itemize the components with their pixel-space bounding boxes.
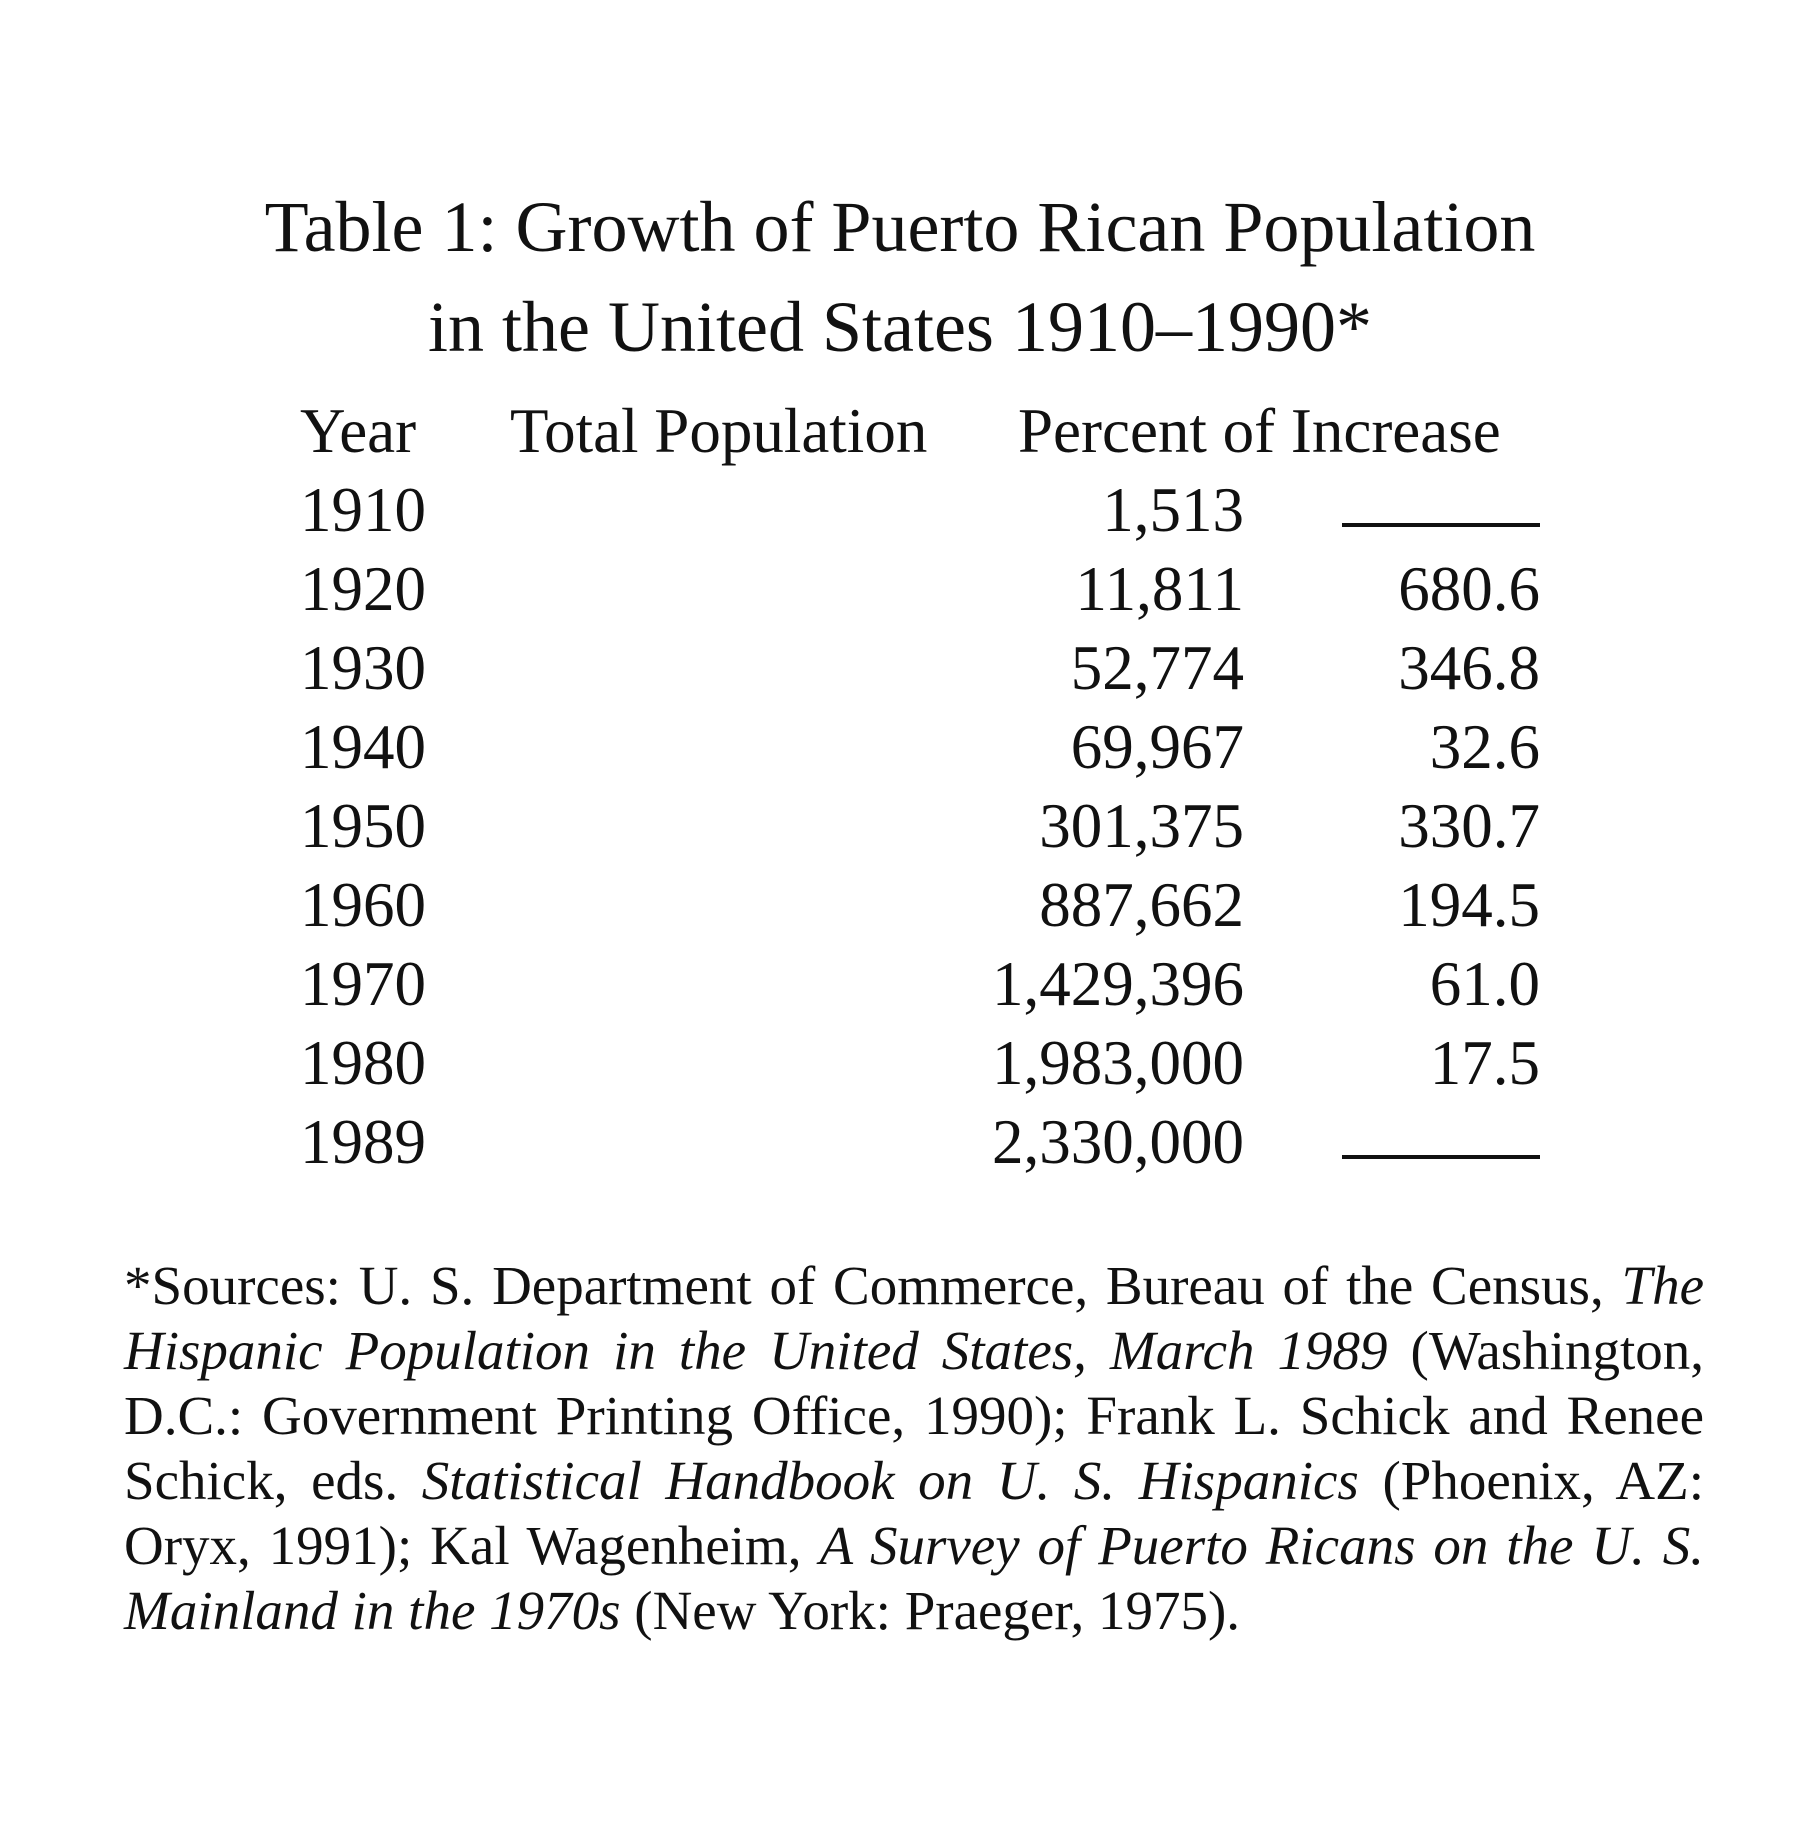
cell-percent-increase: 194.5 — [1398, 870, 1540, 940]
table-row — [300, 1103, 1540, 1182]
cell-percent-increase: 61.0 — [1429, 949, 1540, 1019]
cell-total-population: 301,375 — [1039, 791, 1244, 861]
cell-year: 1970 — [300, 949, 426, 1019]
cell-year: 1910 — [300, 475, 426, 545]
column-header-year: Year — [300, 396, 417, 466]
table-row — [300, 471, 1540, 550]
sources-footnote — [124, 1253, 1704, 1643]
cell-total-population: 69,967 — [1070, 712, 1244, 782]
cell-year: 1989 — [300, 1107, 426, 1177]
cell-percent-increase: 330.7 — [1398, 791, 1540, 861]
sources-text-3: (Washington, D.C.: Government Printing Office, 1990); Frank L. Schick and Renee Schick, eds. — [124, 1320, 1704, 1511]
cell-year: 1980 — [300, 1028, 426, 1098]
cell-total-population: 1,513 — [1102, 475, 1244, 545]
sources-text-1: *Sources: U. S. Department of Commerce, Bureau of the Census, — [124, 1255, 1622, 1316]
cell-total-population: 887,662 — [1039, 870, 1244, 940]
table-row — [300, 550, 1540, 629]
sources-text-7: (New York: Praeger, 1975). — [620, 1580, 1241, 1641]
cell-year: 1950 — [300, 791, 426, 861]
table-row — [300, 1024, 1540, 1103]
cell-total-population: 52,774 — [1070, 633, 1244, 703]
cell-total-population: 11,811 — [1075, 554, 1244, 624]
table-row — [300, 629, 1540, 708]
cell-percent-increase-blank-dash — [1342, 1155, 1540, 1159]
cell-total-population: 1,983,000 — [992, 1028, 1244, 1098]
cell-year: 1930 — [300, 633, 426, 703]
cell-percent-increase-blank-dash — [1342, 523, 1540, 527]
population-table — [300, 392, 1540, 1182]
table-header-row — [300, 392, 1540, 471]
cell-year: 1940 — [300, 712, 426, 782]
sources-title-hispanic-population: The Hispanic Population in the United States, March 1989 — [124, 1255, 1704, 1381]
cell-percent-increase: 680.6 — [1398, 554, 1540, 624]
cell-total-population: 1,429,396 — [992, 949, 1244, 1019]
cell-year: 1920 — [300, 554, 426, 624]
table-title-line-1: Table 1: Growth of Puerto Rican Population — [264, 187, 1536, 267]
cell-year: 1960 — [300, 870, 426, 940]
cell-percent-increase: 346.8 — [1398, 633, 1540, 703]
cell-percent-increase: 17.5 — [1429, 1028, 1540, 1098]
cell-total-population: 2,330,000 — [992, 1107, 1244, 1177]
table-row — [300, 787, 1540, 866]
column-header-percent-increase: Percent of Increase — [1018, 396, 1501, 466]
table-title-line-2: in the United States 1910–1990* — [428, 287, 1372, 367]
sources-title-statistical-handbook: Statistical Handbook on U. S. Hispanics — [421, 1450, 1359, 1511]
sources-title-survey-puerto-ricans: A Survey of Puerto Ricans on the U. S. Mainland in the 1970s — [124, 1515, 1704, 1641]
table-row — [300, 866, 1540, 945]
cell-percent-increase: 32.6 — [1429, 712, 1540, 782]
table-row — [300, 945, 1540, 1024]
column-header-total-population: Total Population — [510, 396, 928, 466]
sources-text-5: (Phoenix, AZ: Oryx, 1991); Kal Wagenheim, — [124, 1450, 1704, 1576]
table-body — [300, 471, 1540, 1182]
table-row — [300, 708, 1540, 787]
